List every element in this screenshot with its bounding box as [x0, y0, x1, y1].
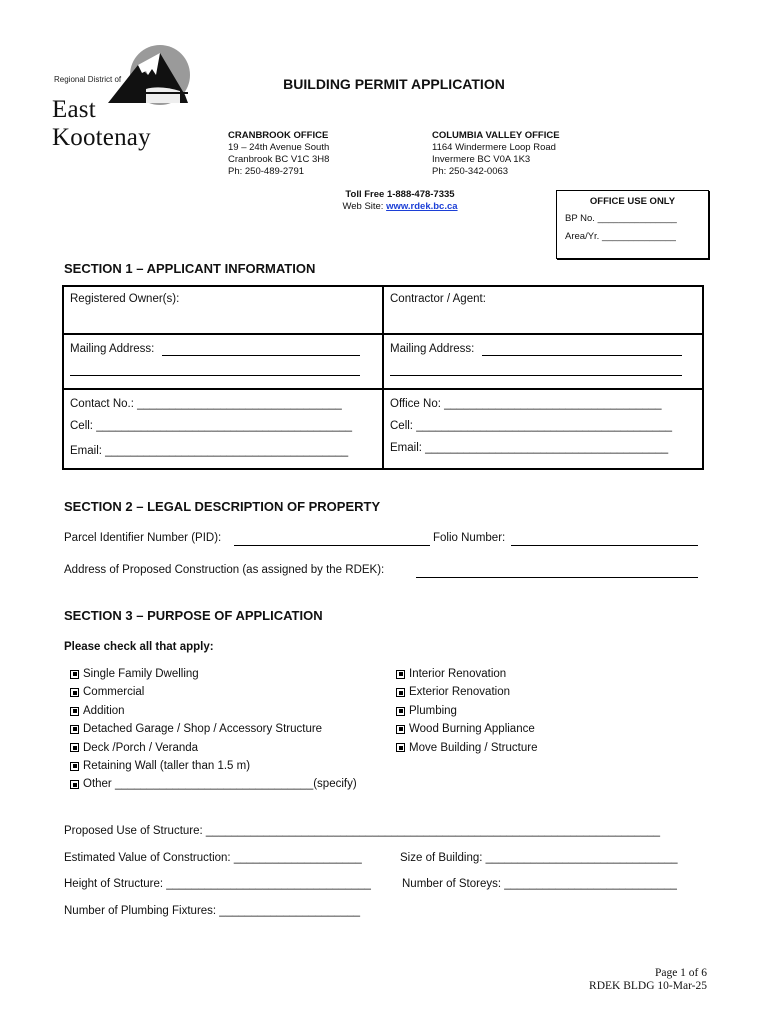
columbia-valley-office — [432, 130, 560, 178]
purpose-list-right — [396, 665, 537, 757]
cell-field-right[interactable]: Cell: ________________________________________ — [390, 420, 673, 432]
page-number: Page 1 of 6 — [654, 967, 707, 979]
cell-field-left[interactable]: Cell: ________________________________________ — [70, 420, 353, 432]
website-label: Web Site: — [342, 201, 384, 212]
checkbox-addition[interactable]: Addition — [70, 702, 357, 720]
mailing-line-right-2[interactable] — [390, 375, 682, 376]
logo-subtitle: Regional District of — [54, 75, 122, 84]
checkbox-deck[interactable]: Deck /Porch / Veranda — [70, 739, 357, 757]
office-name: COLUMBIA VALLEY OFFICE — [432, 130, 560, 141]
section3-heading: SECTION 3 – PURPOSE OF APPLICATION — [64, 608, 323, 623]
website-link[interactable]: www.rdek.bc.ca — [386, 201, 458, 212]
checkbox-icon[interactable] — [396, 707, 405, 716]
office-city: Cranbrook BC V1C 3H8 — [228, 154, 330, 165]
office-phone: Ph: 250-342-0063 — [432, 166, 509, 177]
section2-heading: SECTION 2 – LEGAL DESCRIPTION OF PROPERTY — [64, 499, 381, 514]
mailing-left-cell[interactable] — [63, 334, 383, 389]
checkbox-single-family[interactable]: Single Family Dwelling — [70, 665, 357, 683]
address-label: Address of Proposed Construction (as assigned by the RDEK): — [64, 564, 385, 576]
bp-number-field[interactable]: BP No. _______________ — [565, 213, 677, 224]
applicant-table — [62, 285, 704, 470]
checkbox-icon[interactable] — [70, 743, 79, 752]
office-use-heading: OFFICE USE ONLY — [589, 196, 676, 207]
contact-number-field[interactable]: Contact No.: ________________________________ — [70, 398, 342, 410]
office-number-field[interactable]: Office No: __________________________________ — [390, 398, 662, 410]
mailing-label-left: Mailing Address: — [70, 343, 155, 355]
cranbrook-office — [228, 130, 329, 178]
pid-label: Parcel Identifier Number (PID): — [64, 532, 222, 544]
mailing-line-right-1[interactable] — [482, 355, 682, 356]
mailing-right-cell[interactable] — [383, 334, 703, 389]
form-code: RDEK BLDG 10-Mar-25 — [589, 980, 707, 992]
checkbox-detached-garage[interactable]: Detached Garage / Shop / Accessory Structure — [70, 720, 357, 738]
checkbox-icon[interactable] — [70, 725, 79, 734]
checkbox-commercial[interactable]: Commercial — [70, 683, 357, 701]
checkbox-icon[interactable] — [396, 743, 405, 752]
check-instruction: Please check all that apply: — [64, 641, 214, 653]
mailing-line-left-1[interactable] — [162, 355, 360, 356]
office-address: 19 – 24th Avenue South — [228, 142, 330, 153]
contact-right-cell — [383, 389, 703, 469]
checkbox-icon[interactable] — [396, 725, 405, 734]
email-field-left[interactable]: Email: ______________________________________ — [70, 445, 349, 457]
email-field-right[interactable]: Email: ______________________________________ — [390, 442, 669, 454]
size-of-building-field[interactable]: Size of Building: ______________________________ — [400, 852, 678, 864]
checkbox-icon[interactable] — [70, 670, 79, 679]
checkbox-icon[interactable] — [70, 688, 79, 697]
owner-label: Registered Owner(s): — [70, 293, 180, 305]
checkbox-move-building[interactable]: Move Building / Structure — [396, 739, 537, 757]
height-field[interactable]: Height of Structure: ________________________________ — [64, 878, 371, 890]
checkbox-icon[interactable] — [70, 762, 79, 771]
office-city: Invermere BC V0A 1K3 — [432, 154, 531, 165]
proposed-use-field[interactable]: Proposed Use of Structure: _______________________________________________________________________ — [64, 825, 661, 837]
page-footer — [589, 967, 707, 993]
office-phone: Ph: 250-489-2791 — [228, 166, 305, 177]
checkbox-interior-renovation[interactable]: Interior Renovation — [396, 665, 537, 683]
storeys-field[interactable]: Number of Storeys: ___________________________ — [402, 878, 677, 890]
office-name: CRANBROOK OFFICE — [228, 130, 329, 141]
plumbing-fixtures-field[interactable]: Number of Plumbing Fixtures: ______________________ — [64, 905, 361, 917]
checkbox-plumbing[interactable]: Plumbing — [396, 702, 537, 720]
checkbox-other[interactable]: Other _______________________________(specify) — [70, 775, 357, 793]
checkbox-icon[interactable] — [70, 707, 79, 716]
address-input[interactable] — [416, 577, 698, 578]
mailing-label-right: Mailing Address: — [390, 343, 475, 355]
purpose-list-left — [70, 665, 357, 794]
checkbox-icon[interactable] — [70, 780, 79, 789]
checkbox-icon[interactable] — [396, 688, 405, 697]
folio-label: Folio Number: — [433, 532, 506, 544]
checkbox-exterior-renovation[interactable]: Exterior Renovation — [396, 683, 537, 701]
owner-cell[interactable] — [63, 286, 383, 334]
folio-input[interactable] — [511, 545, 698, 546]
contact-left-cell — [63, 389, 383, 469]
section1-heading: SECTION 1 – APPLICANT INFORMATION — [64, 261, 316, 276]
pid-input[interactable] — [234, 545, 430, 546]
area-year-field[interactable]: Area/Yr. ______________ — [565, 231, 676, 242]
office-use-box — [556, 190, 709, 259]
office-address: 1164 Windermere Loop Road — [432, 142, 556, 153]
estimated-value-field[interactable]: Estimated Value of Construction: ____________________ — [64, 852, 362, 864]
toll-free: Toll Free 1-888-478-7335 — [345, 189, 455, 200]
page-title: BUILDING PERMIT APPLICATION — [283, 76, 505, 92]
contractor-cell[interactable] — [383, 286, 703, 334]
checkbox-wood-burning[interactable]: Wood Burning Appliance — [396, 720, 537, 738]
contact-info — [300, 189, 500, 213]
logo-title: East Kootenay — [52, 96, 151, 151]
checkbox-retaining-wall[interactable]: Retaining Wall (taller than 1.5 m) — [70, 757, 357, 775]
logo-rule — [138, 92, 188, 94]
contractor-label: Contractor / Agent: — [390, 293, 486, 305]
mailing-line-left-2[interactable] — [70, 375, 360, 376]
checkbox-icon[interactable] — [396, 670, 405, 679]
